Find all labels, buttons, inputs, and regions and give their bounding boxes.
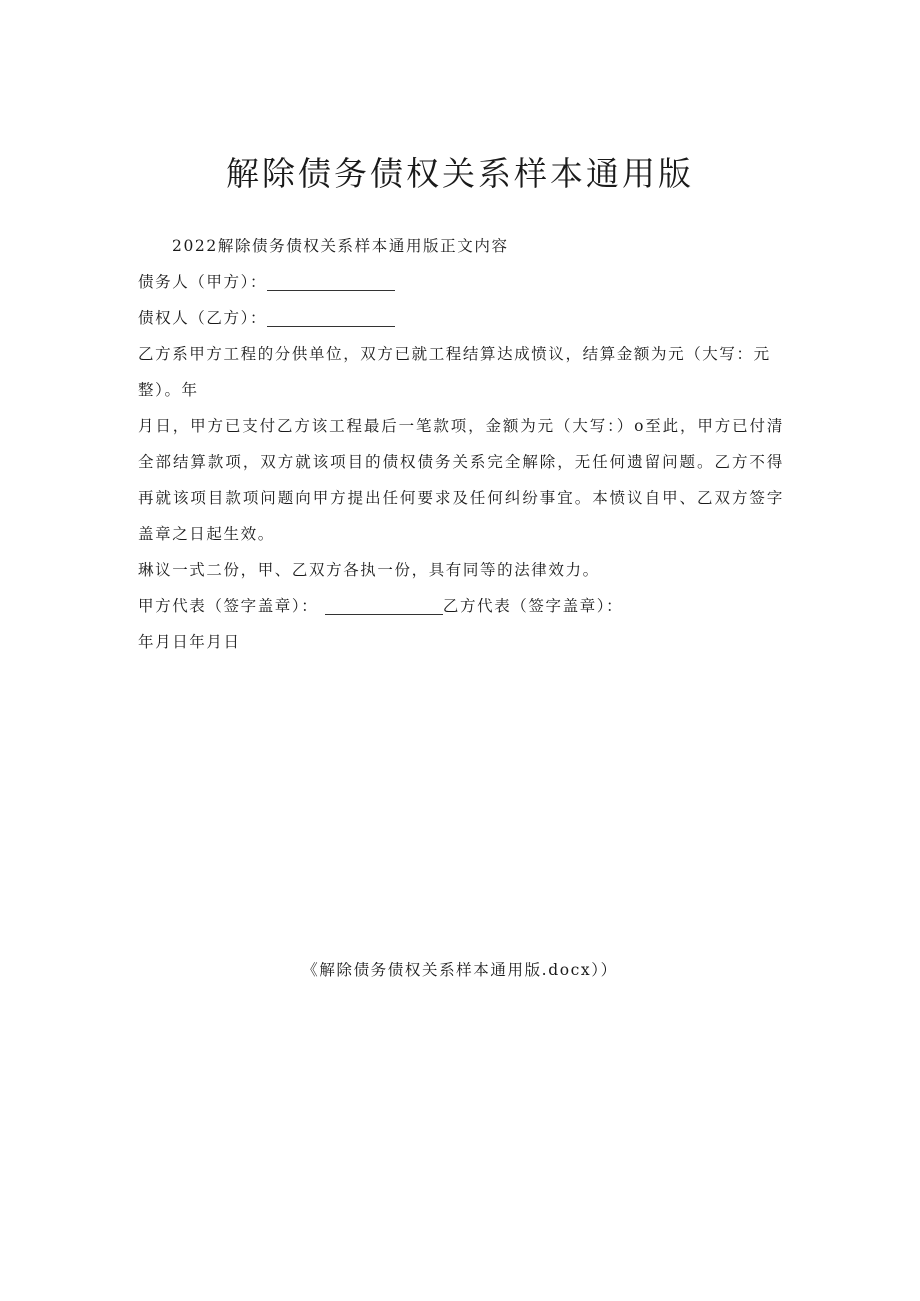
creditor-line xyxy=(138,300,784,336)
date-line: 年月日年月日 xyxy=(138,633,241,651)
document-subtitle: 2022解除债务债权关系样本通用版正文内容 xyxy=(172,237,509,255)
debtor-blank-field xyxy=(267,270,395,291)
party-b-rep-label: 乙方代表（签字盖章）： xyxy=(442,597,624,615)
paragraph-3: 琳议一式二份，甲、乙双方各执一份，具有同等的法律效力。 xyxy=(138,561,600,579)
document-title: 解除债务债权关系样本通用版 xyxy=(226,154,694,193)
document-footer: 《解除债务债权关系样本通用版.docx）） xyxy=(302,961,618,979)
paragraph-2: 月日，甲方已支付乙方该工程最后一笔款项，金额为元（大写：）o至此，甲方已付清全部结算款项，双方就该项目的债权债务关系完全解除，无任何遗留问题。乙方不得再就该项目款项问题向甲方提出任何要求及任何纠纷事宜。本愤议自甲、乙双方签字盖章之日起生效。 xyxy=(138,417,784,543)
paragraph-1-line-2: 整）。年 xyxy=(138,381,199,399)
paragraph-1-line-1: 乙方系甲方工程的分供单位，双方已就工程结算达成愤议，结算金额为元（大写：元 xyxy=(138,345,771,363)
party-a-rep-label: 甲方代表（签字盖章）： xyxy=(138,597,319,615)
document-body xyxy=(138,228,784,660)
party-a-signature-blank xyxy=(325,594,443,615)
debtor-label: 债务人（甲方）： xyxy=(138,273,268,291)
signature-line xyxy=(138,588,784,624)
creditor-blank-field xyxy=(267,306,395,327)
debtor-line xyxy=(138,264,784,300)
creditor-label: 债权人（乙方）： xyxy=(138,309,268,327)
